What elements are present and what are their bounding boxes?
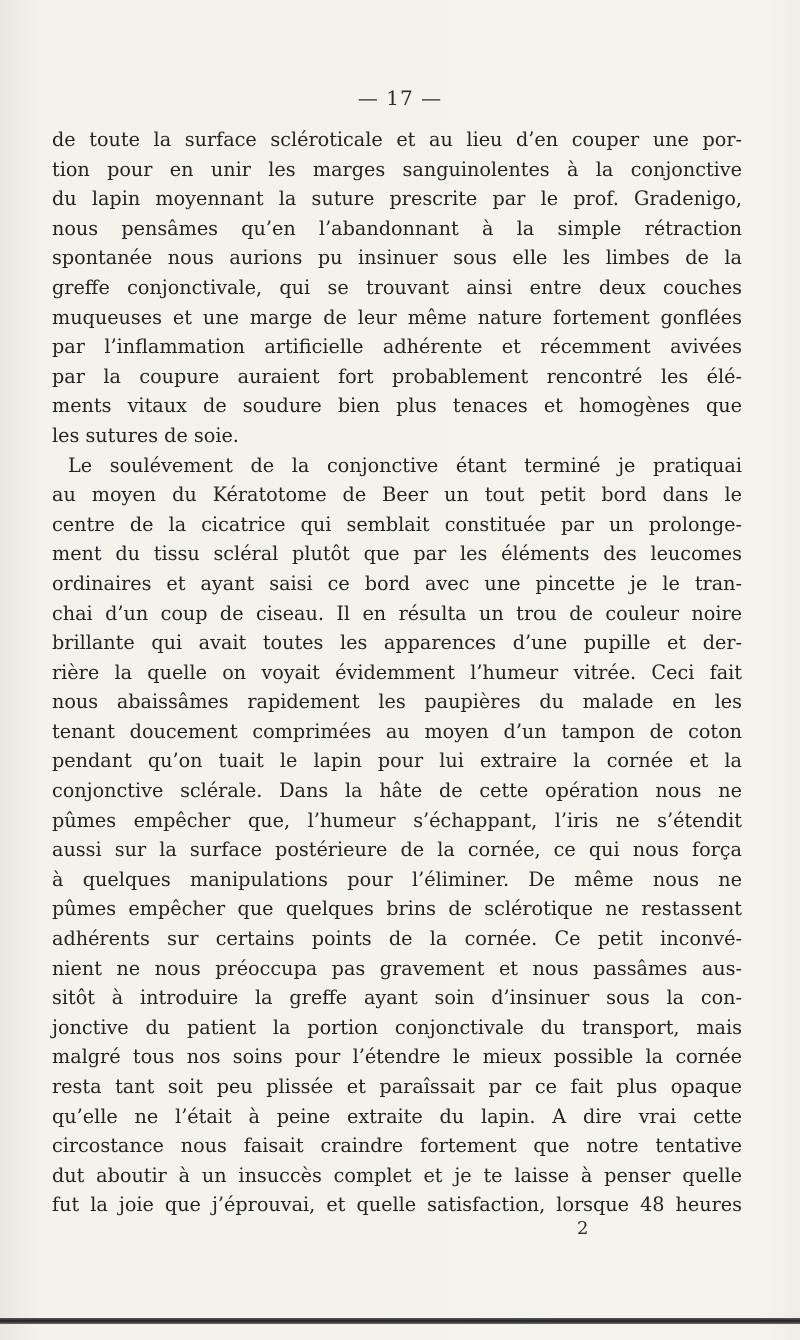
text-line: brillante qui avait toutes les apparences d’une pupille et der-: [52, 631, 742, 655]
text-line: pendant qu’on tuait le lapin pour lui extraire la cornée et la: [52, 749, 742, 773]
text-line: au moyen du Kératotome de Beer un tout petit bord dans le: [52, 483, 742, 507]
text-line: aussi sur la surface postérieure de la cornée, ce qui nous força: [52, 838, 742, 862]
text-line: chai d’un coup de ciseau. Il en résulta un trou de couleur noire: [52, 601, 742, 625]
body-text: [52, 125, 742, 1220]
text-line: fut la joie que j’éprouvai, et quelle satisfaction, lorsque 48 heures: [52, 1193, 742, 1217]
text-line: nient ne nous préoccupa pas gravement et nous passâmes aus-: [52, 956, 742, 980]
text-line: par l’inflammation artificielle adhérente et récemment avivées: [52, 335, 742, 359]
text-line: de toute la surface scléroticale et au lieu d’en couper une por-: [52, 128, 742, 151]
text-line: centre de la cicatrice qui semblait constituée par un prolonge-: [52, 512, 742, 536]
text-line: à quelques manipulations pour l’éliminer. De même nous ne: [52, 867, 742, 891]
text-line: spontanée nous aurions pu insinuer sous elle les limbes de la: [52, 246, 742, 270]
text-line: ordinaires et ayant saisi ce bord avec une pincette je le tran-: [52, 571, 742, 595]
text-line: qu’elle ne l’était à peine extraite du lapin. A dire vrai cette: [52, 1104, 742, 1128]
page-number: — 17 —: [357, 86, 443, 110]
text-line: pûmes empêcher que, l’humeur s’échappant, l’iris ne s’étendit: [52, 808, 742, 832]
text-line: Le soulévement de la conjonctive étant terminé je pratiquai: [68, 453, 742, 477]
paragraph-1: [52, 125, 742, 451]
text-line: par la coupure auraient fort probablement rencontré les élé-: [52, 364, 742, 388]
text-line: adhérents sur certains points de la cornée. Ce petit inconvé-: [52, 927, 742, 951]
text-line: jonctive du patient la portion conjonctivale du transport, mais: [52, 1015, 742, 1039]
text-line: ments vitaux de soudure bien plus tenaces et homogènes que: [52, 394, 742, 418]
text-line: du lapin moyennant la suture prescrite par le prof. Gradenigo,: [52, 187, 742, 211]
paragraph-2: [52, 451, 742, 1220]
text-line: tenant doucement comprimées au moyen d’un tampon de coton: [52, 719, 742, 743]
text-line: les sutures de soie.: [52, 423, 239, 447]
text-line: resta tant soit peu plissée et paraîssait par ce fait plus opaque: [52, 1075, 742, 1098]
bottom-edge-rule: [0, 1318, 800, 1324]
text-line: ment du tissu scléral plutôt que par les éléments des leucomes: [52, 542, 742, 566]
text-line: muqueuses et une marge de leur même nature fortement gonflées: [52, 305, 742, 329]
text-line: rière la quelle on voyait évidemment l’humeur vitrée. Ceci fait: [52, 660, 742, 684]
text-line: tion pour en unir les marges sanguinolentes à la conjonctive: [52, 157, 742, 181]
text-line: dut aboutir à un insuccès complet et je te laisse à penser quelle: [52, 1163, 742, 1187]
text-line: greffe conjonctivale, qui se trouvant ainsi entre deux couches: [52, 275, 742, 299]
text-line: sitôt à introduire la greffe ayant soin d’insinuer sous la con-: [52, 986, 742, 1010]
text-line: malgré tous nos soins pour l’étendre le mieux possible la cornée: [52, 1045, 742, 1069]
text-line: nous pensâmes qu’en l’abandonnant à la simple rétraction: [52, 216, 742, 240]
signature-mark: 2: [577, 1218, 589, 1239]
text-line: pûmes empêcher que quelques brins de sclérotique ne restassent: [52, 897, 742, 921]
text-line: nous abaissâmes rapidement les paupières du malade en les: [52, 690, 742, 714]
text-line: conjonctive sclérale. Dans la hâte de cette opération nous ne: [52, 779, 742, 803]
text-line: circostance nous faisait craindre fortement que notre tentative: [52, 1134, 742, 1158]
